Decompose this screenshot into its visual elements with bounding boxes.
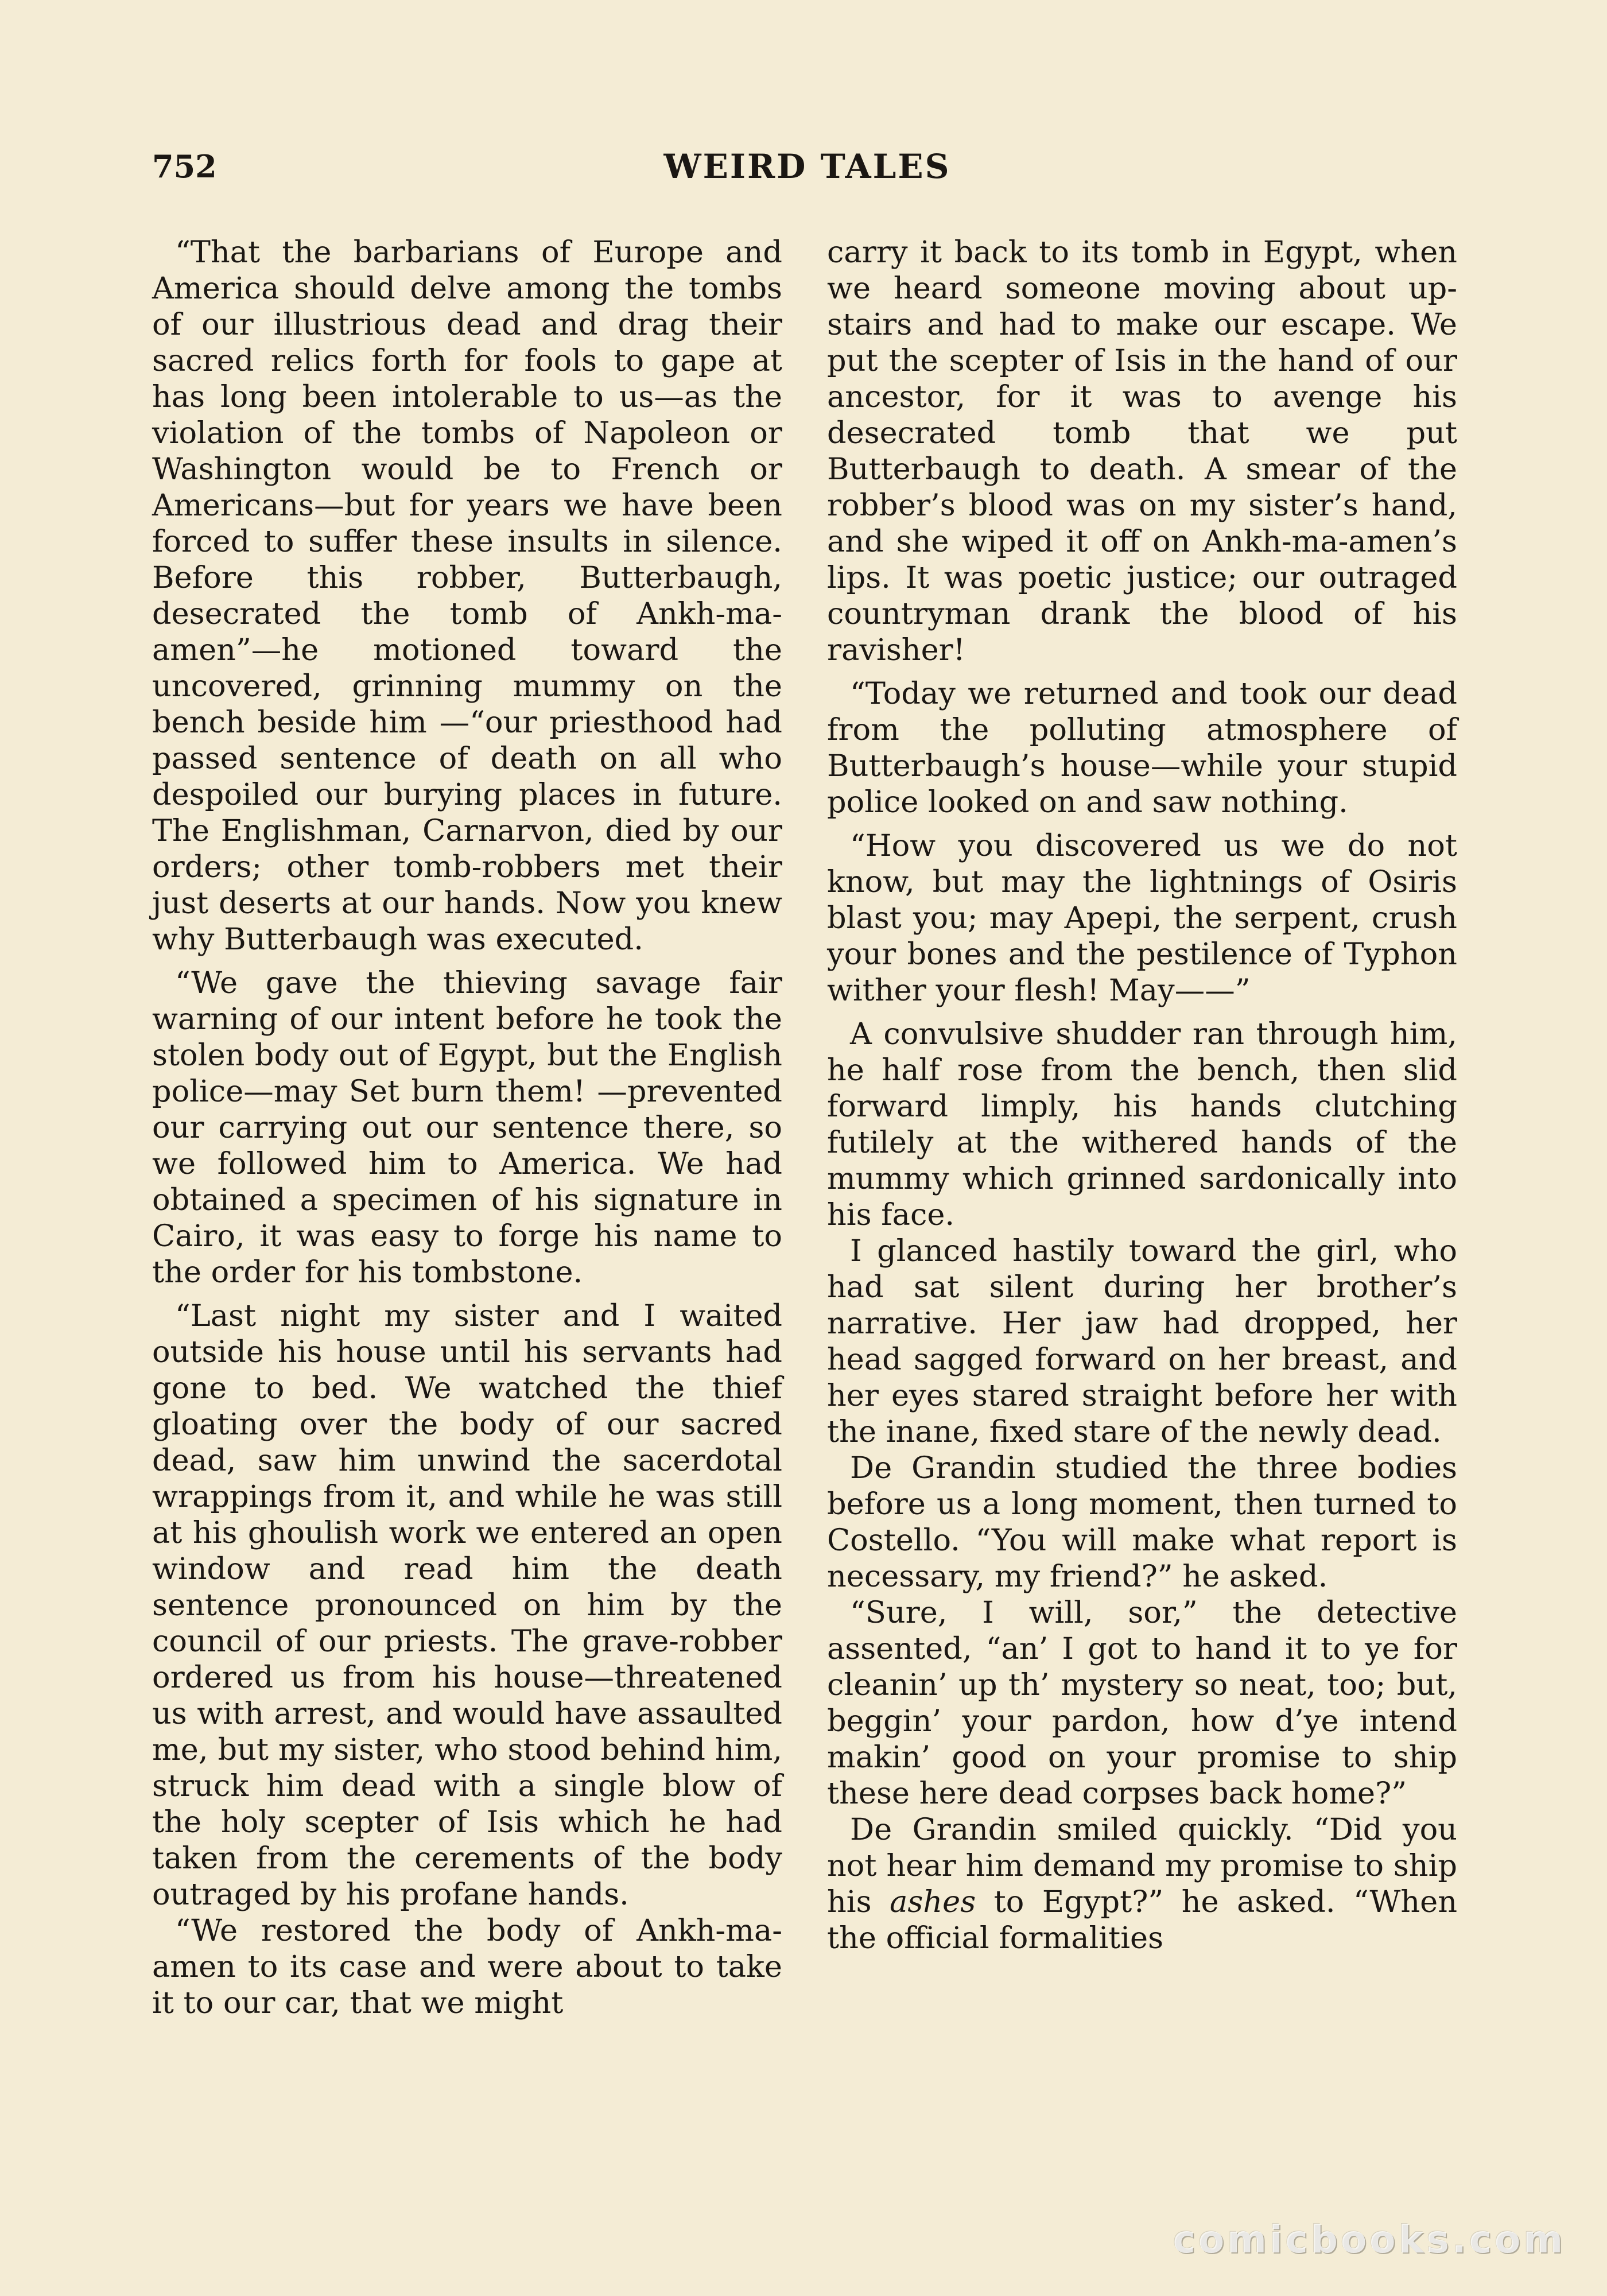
paragraph-text-end: to Egypt?” he asked. “When the official formalities <box>827 1884 1458 1956</box>
emphasized-word: ashes <box>890 1884 976 1919</box>
paragraph-text-start: De Grandin smiled quickly. “Did you not hear him demand my promise to ship his <box>827 1812 1457 1919</box>
left-text-column <box>152 234 782 2021</box>
right-text-column <box>827 234 1457 1956</box>
story-paragraph: “That the barbarians of Europe and America should delve among the tombs of our illustrious dead and drag their sacred relics forth for fools to gape at has long been intolerable to us—as the violation of the tombs of Napoleon or Washington would be to French or Americans—but for years we have been forced to suffer these insults in silence. Before this robber, Butterbaugh, desecrated the tomb of Ankh-ma-amen”—he motioned toward the uncovered, grinning mummy on the bench beside him —“our priesthood had passed sentence of death on all who despoiled our burying places in future. The Englishman, Carnarvon, died by our orders; other tomb-robbers met their just deserts at our hands. Now you knew why Butterbaugh was executed. <box>152 235 782 957</box>
story-paragraph: “We gave the thieving savage fair warning of our intent before he took the stolen body out of Egypt, but the English police—may Set burn them! —prevented our carrying out our sentence there, so we followed him to America. We had obtained a specimen of his signature in Cairo, it was easy to forge his name to the order for his tombstone. <box>152 965 782 1290</box>
watermark: comicbooks.com <box>1173 2217 1566 2262</box>
running-title: WEIRD TALES <box>663 147 951 186</box>
story-paragraph: De Grandin studied the three bodies before us a long moment, then turned to Costello. “You will make what report is necessary, my friend?” he asked. <box>827 1450 1457 1594</box>
page-header <box>152 144 1462 189</box>
story-paragraph: A convulsive shudder ran through him, he half rose from the bench, then slid forward limply, his hands clutching futilely at the withered hands of the mummy which grinned sardonically into his face. <box>827 1017 1457 1232</box>
story-paragraph: “Sure, I will, sor,” the detective assented, “an’ I got to hand it to ye for cleanin’ up th’ mystery so neat, too; but, beggin’ your pardon, how d’ye intend makin’ good on your promise to ship these here dead corpses back home?” <box>827 1595 1457 1811</box>
story-paragraph: “How you discovered us we do not know, but may the lightnings of Osiris blast you; may Apepi, the serpent, crush your bones and the pestilence of Typhon wither your flesh! May——” <box>827 828 1457 1008</box>
story-paragraph: I glanced hastily toward the girl, who had sat silent during her brother’s narrative. Her jaw had dropped, her head sagged forward on her breast, and her eyes stared straight before her with the inane, fixed stare of the newly dead. <box>827 1234 1457 1449</box>
story-paragraph: “Today we returned and took our dead from the polluting atmosphere of Butterbaugh’s house—while your stupid police looked on and saw nothing. <box>827 676 1457 820</box>
story-paragraph: “Last night my sister and I waited outside his house until his servants had gone to bed. We watched the thief gloating over the body of our sacred dead, saw him unwind the sacerdotal wrappings from it, and while he was still at his ghoulish work we entered an open window and read him the death sentence pronounced on him by the council of our priests. The grave-robber ordered us from his house—threatened us with arrest, and would have assaulted me, but my sister, who stood behind him, struck him dead with a single blow of the holy scepter of Isis which he had taken from the cerements of the body outraged by his profane hands. <box>152 1298 782 1912</box>
page-number: 752 <box>152 148 217 185</box>
story-paragraph <box>827 1812 1457 1956</box>
story-paragraph: carry it back to its tomb in Egypt, when we heard someone moving about up-stairs and had to make our escape. We put the scepter of Isis in the hand of our ancestor, for it was to avenge his desecrated tomb that we put Butterbaugh to death. A smear of the robber’s blood was on my sister’s hand, and she wiped it off on Ankh-ma-amen’s lips. It was poetic justice; our outraged countryman drank the blood of his ravisher! <box>827 235 1457 668</box>
story-paragraph: “We restored the body of Ankh-ma-amen to its case and were about to take it to our car, that we might <box>152 1913 782 2020</box>
